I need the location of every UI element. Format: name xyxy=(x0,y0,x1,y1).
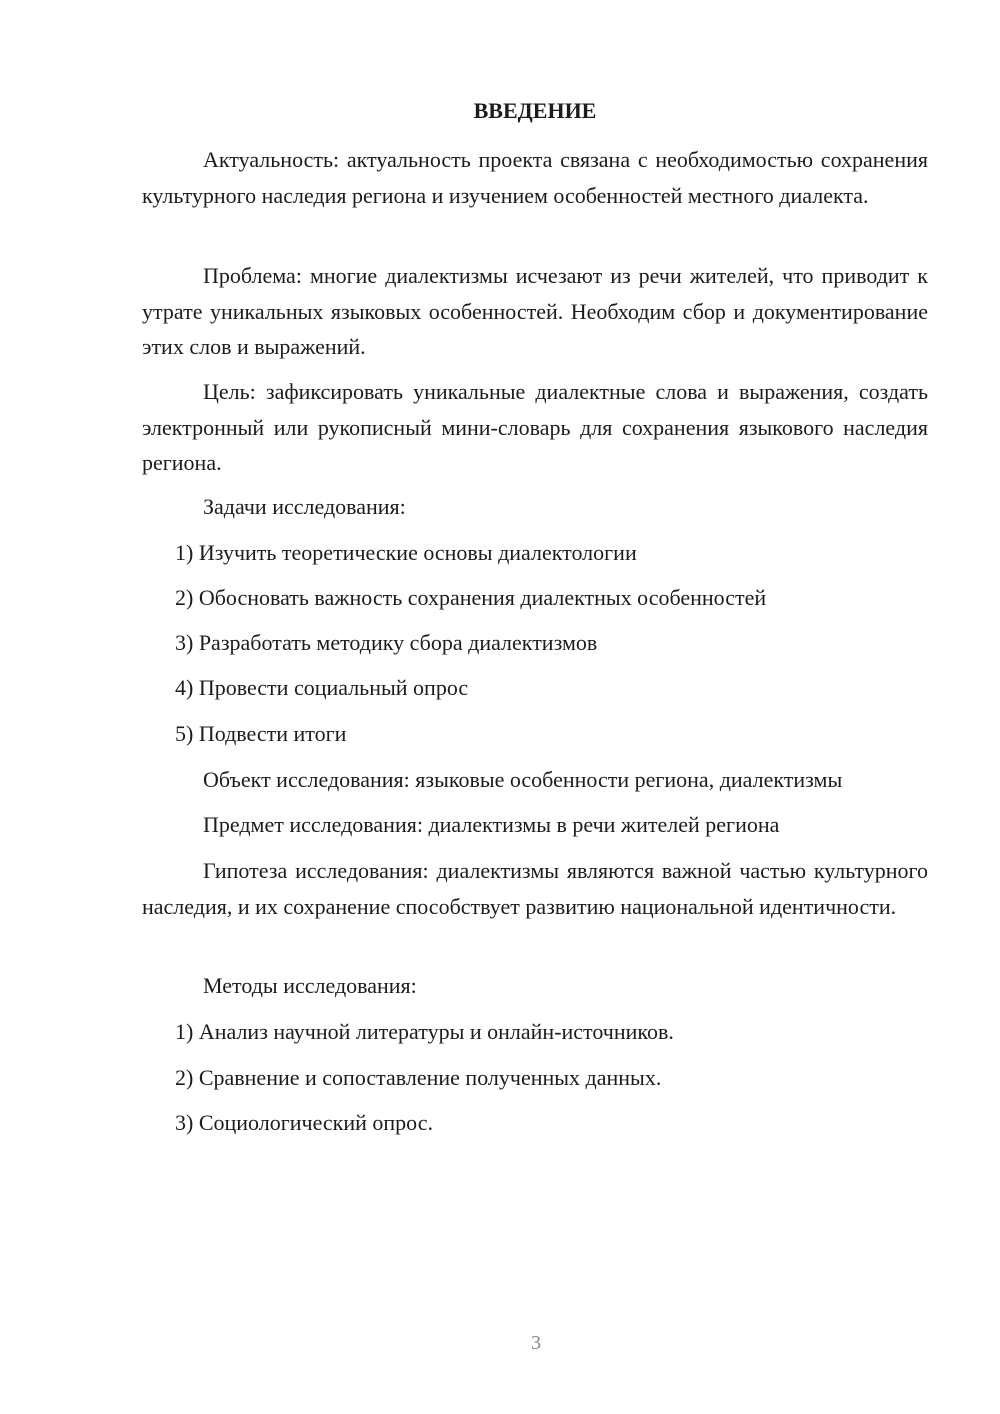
problem-paragraph: Проблема: многие диалектизмы исчезают из речи жителей, что приводит к утрате уникальных языковых особенностей. Необходим сбор и документирование этих слов и выражений. xyxy=(142,263,928,359)
tasks-heading: Задачи исследования: xyxy=(203,494,406,519)
hypothesis-paragraph: Гипотеза исследования: диалектизмы являются важной частью культурного наследия, и их сохранение способствует развитию национальной идентичности. xyxy=(142,858,928,919)
method-item: 2) Сравнение и сопоставление полученных данных. xyxy=(175,1065,662,1090)
method-item: 1) Анализ научной литературы и онлайн-источников. xyxy=(175,1019,674,1044)
page-title: ВВЕДЕНИЕ xyxy=(473,98,597,123)
method-item: 3) Социологический опрос. xyxy=(175,1110,433,1135)
task-item: 5) Подвести итоги xyxy=(175,721,347,746)
task-item: 4) Провести социальный опрос xyxy=(175,675,469,700)
task-item: 3) Разработать методику сбора диалектизмов xyxy=(175,630,598,655)
task-item: 1) Изучить теоретические основы диалектологии xyxy=(175,540,637,565)
task-item: 2) Обосновать важность сохранения диалектных особенностей xyxy=(175,585,767,610)
page-number: 3 xyxy=(531,1332,541,1354)
goal-paragraph: Цель: зафиксировать уникальные диалектные слова и выражения, создать электронный или рукописный мини-словарь для сохранения языкового наследия региона. xyxy=(142,379,928,475)
research-subject: Предмет исследования: диалектизмы в речи жителей региона xyxy=(203,812,780,837)
research-object: Объект исследования: языковые особенности региона, диалектизмы xyxy=(203,767,843,792)
relevance-paragraph: Актуальность: актуальность проекта связана с необходимостью сохранения культурного наследия региона и изучением особенностей местного диалекта. xyxy=(142,147,928,208)
methods-heading: Методы исследования: xyxy=(203,973,417,998)
